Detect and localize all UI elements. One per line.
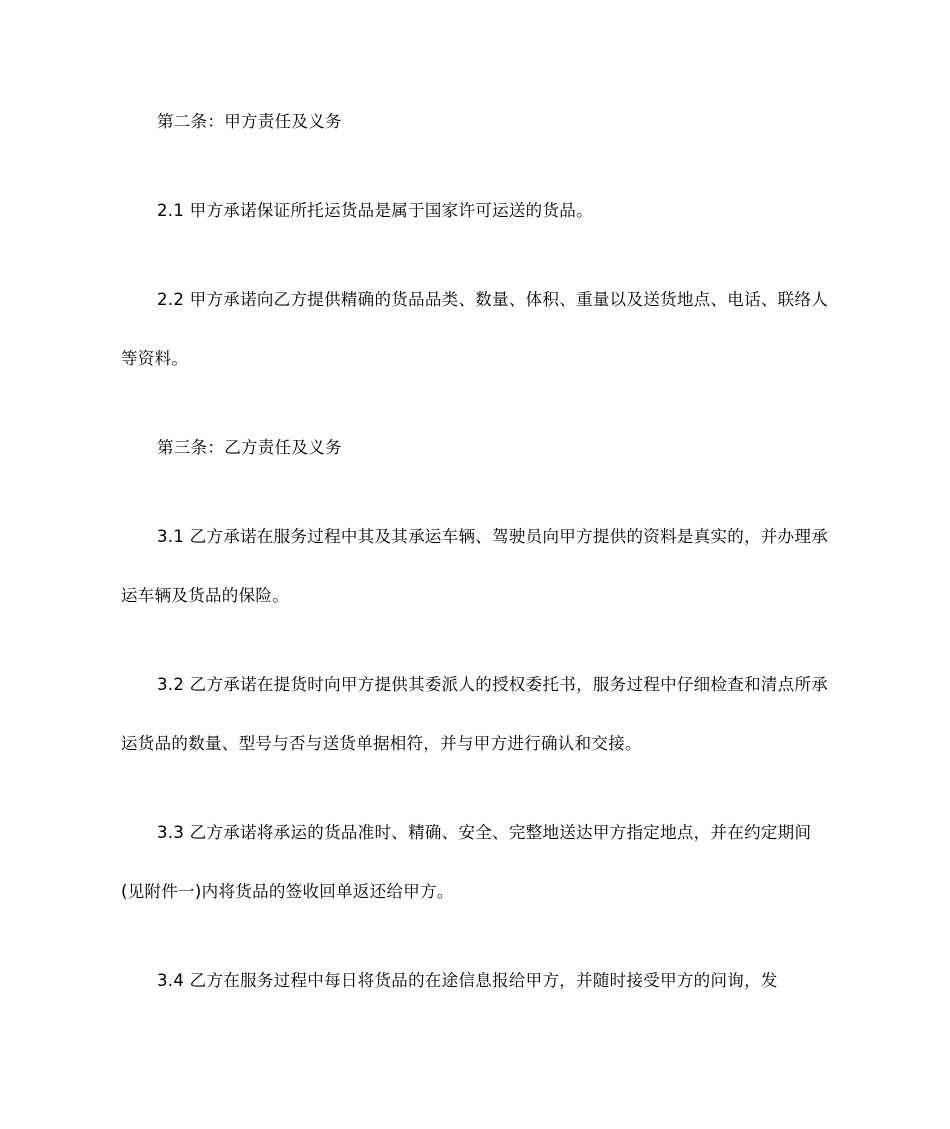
- clause-3-2: 3.2 乙方承诺在提货时向甲方提供其委派人的授权委托书，服务过程中仔细检查和清点所承运货品的数量、型号与否与送货单据相符，并与甲方进行确认和交接。: [121, 675, 829, 753]
- document-body: [121, 92, 833, 1010]
- clause-2-2: 2.2 甲方承诺向乙方提供精确的货品品类、数量、体积、重量以及送货地点、电话、联络人等资料。: [121, 290, 829, 368]
- article-2-heading: 第二条：甲方责任及义务: [157, 112, 342, 131]
- clause-3-1: 3.1 乙方承诺在服务过程中其及其承运车辆、驾驶员向甲方提供的资料是真实的，并办理承运车辆及货品的保险。: [121, 527, 829, 605]
- clause-3-3: 3.3 乙方承诺将承运的货品准时、精确、安全、完整地送达甲方指定地点，并在约定期间(见附件一)内将货品的签收回单返还给甲方。: [121, 823, 812, 901]
- article-3-heading: 第三条：乙方责任及义务: [157, 438, 342, 457]
- clause-2-1: 2.1 甲方承诺保证所托运货品是属于国家许可运送的货品。: [157, 201, 593, 220]
- clause-3-4: 3.4 乙方在服务过程中每日将货品的在途信息报给甲方，并随时接受甲方的问询，发: [157, 971, 778, 990]
